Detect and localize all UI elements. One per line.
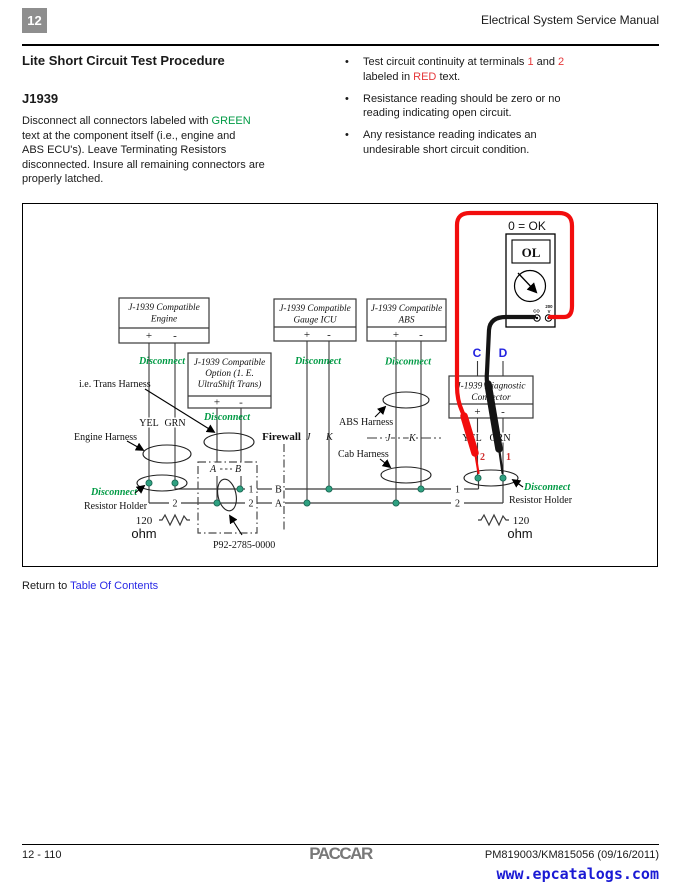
holder-a-label: A (209, 464, 217, 475)
table-of-contents-link[interactable]: Table Of Contents (70, 580, 159, 592)
gauge-wire-k-label: K (326, 432, 333, 443)
engine-minus: - (173, 330, 177, 342)
terminal-2-ref: 2 (558, 56, 565, 68)
gauge-icu-box (274, 299, 356, 341)
option-ecu-box (188, 353, 271, 409)
return-prefix: Return to (22, 580, 71, 592)
gauge-box-title-1: J-1939 Compatible (279, 304, 351, 314)
abs-harness-arrow (375, 407, 385, 417)
bullet-1-d: text. (436, 70, 461, 83)
diag-box-title-1: J-1939 Diagnostic (456, 381, 526, 392)
left-resistor-symbol (159, 515, 190, 525)
terminal-1-ref: 1 (527, 56, 534, 68)
left-120ohm-resistor (131, 515, 190, 541)
option-box-title-2: Option (1. E. (205, 369, 254, 379)
bullet-1-b: and (533, 56, 559, 68)
abs-plus-junction (393, 500, 399, 506)
watermark-link[interactable]: www.epcatalogs.com (496, 865, 659, 883)
intro-line-3: ABS ECU's). Leave Terminating Resistors (22, 144, 227, 157)
paccar-logo: PACCAR (309, 844, 372, 863)
option-disconnect-label: Disconnect (203, 412, 251, 423)
bullet-item-3 (345, 128, 635, 157)
bullet-glyph: • (345, 129, 349, 142)
red-probe-terminal-number: 2 (480, 452, 485, 463)
abs-ecu-box (367, 299, 446, 341)
abs-harness-ellipse (383, 392, 429, 408)
option-plus: + (213, 396, 221, 409)
bullet-item-1 (345, 55, 635, 84)
diag-yel-label: YEL (462, 433, 482, 444)
wiring-diagram (22, 203, 658, 567)
multimeter (506, 219, 555, 327)
bullet-2-line-1: Resistance reading should be zero or no (363, 92, 561, 105)
left-120-label: 120 (135, 515, 153, 527)
abs-box-title-2: ABS (398, 315, 415, 326)
bullet-1-text (363, 55, 564, 84)
bus2-right-label: 2 (455, 498, 460, 510)
meter-ok-label: 0 = OK (508, 219, 546, 233)
gauge-wire-j-label: J (306, 432, 311, 443)
cab-harness-ellipse (381, 467, 431, 483)
left-holder-grn-dot (172, 480, 178, 486)
red-probe-body (464, 416, 475, 453)
diag-minus: - (501, 406, 505, 418)
bus2-left-label: 2 (172, 498, 178, 510)
diag-plus: + (474, 406, 481, 418)
header-title: Electrical System Service Manual (480, 13, 659, 27)
intro-line-5: properly latched. (22, 173, 104, 186)
left-holder-disconnect-label: Disconnect (90, 487, 138, 498)
engine-harness-label: Engine Harness (74, 432, 138, 443)
bullet-glyph: • (345, 56, 349, 68)
meter-com-jack-pin (536, 317, 538, 319)
jumper-plug-ellipse (215, 477, 239, 512)
firewall-label: Firewall (262, 431, 301, 443)
bullet-list (345, 55, 635, 165)
bus2-pin-label: 2 (248, 498, 254, 510)
abs-wire-k-label: K (409, 433, 416, 444)
option-box-title-1: J-1939 Compatible (193, 358, 266, 368)
gauge-minus: - (327, 329, 331, 341)
engine-yel-label: YEL (139, 418, 159, 429)
abs-box-title-1: J-1939 Compatible (370, 304, 443, 314)
abs-plus: + (392, 329, 400, 341)
bus1-right-label: 1 (455, 484, 460, 496)
right-resistor-holder-ellipse (464, 470, 518, 486)
header-rule (22, 44, 659, 46)
holder-b-label: B (234, 464, 242, 475)
terminal-d-label: D (498, 346, 508, 360)
gauge-plus: + (303, 329, 311, 341)
bullet-1-a: Test circuit continuity at terminals (363, 56, 528, 68)
abs-disconnect-label: Disconnect (384, 356, 432, 368)
abs-minus-junction (418, 486, 424, 492)
page-number: 12 - 110 (22, 849, 62, 861)
gauge-minus-junction (326, 486, 332, 492)
bullet-3-text (363, 128, 537, 157)
gauge-box-title-2: Gauge ICU (293, 315, 337, 326)
red-keyword: RED (413, 70, 437, 83)
bullet-1-c: labeled in (363, 70, 414, 83)
part-number-label: P92-2785-0000 (213, 540, 276, 551)
left-resistor-holder-label: Resistor Holder (84, 501, 148, 512)
option-minus: - (239, 396, 243, 409)
gauge-disconnect-label: Disconnect (294, 356, 342, 367)
intro-line-1-text: Disconnect all connectors labeled with (22, 115, 212, 127)
intro-line-2: text at the component itself (i.e., engine and (22, 129, 236, 142)
right-resistor-holder-label: Resistor Holder (509, 495, 573, 506)
right-disconnect-arrow (513, 480, 523, 487)
meter-volt-label: V (547, 309, 551, 314)
abs-harness-label: ABS Harness (339, 417, 394, 428)
left-resistor-holder-ellipse (137, 475, 187, 491)
right-ohm-label: ohm (507, 526, 533, 541)
green-keyword: GREEN (211, 115, 251, 127)
option-resistor-holder-box (198, 462, 257, 533)
meter-range-label: 200 (545, 304, 553, 309)
trans-harness-ellipse (204, 433, 254, 451)
intro-line-1 (22, 114, 322, 129)
left-ohm-label: ohm (131, 526, 157, 541)
bus-a-label: A (274, 498, 283, 510)
wiring-diagram-svg (23, 204, 657, 566)
diag-grn-label: GRN (489, 433, 511, 444)
option-b-junction (237, 486, 243, 492)
cab-harness-label: Cab Harness (338, 449, 389, 460)
part-number-arrow (230, 516, 242, 535)
section-title: Lite Short Circuit Test Procedure (22, 53, 225, 68)
chapter-tab: 12 (22, 8, 47, 33)
bullet-1-line-1 (363, 55, 564, 70)
right-120-label: 120 (512, 515, 530, 527)
abs-wire-j-label: J (386, 433, 391, 444)
bus1-pin-label: 1 (248, 484, 254, 496)
terminal-c-label: C (472, 346, 482, 360)
option-a-junction (214, 500, 220, 506)
document-number: PM819003/KM815056 (09/16/2011) (484, 849, 659, 861)
left-holder-yel-dot (146, 480, 152, 486)
engine-box-title-1: J-1939 Compatible (128, 303, 200, 313)
bullet-2-text (363, 92, 561, 121)
right-holder-disconnect-label: Disconnect (524, 482, 571, 493)
subsection-title: J1939 (22, 91, 59, 106)
engine-grn-label: GRN (164, 418, 186, 429)
cab-harness-arrow (380, 459, 390, 467)
right-holder-yel-dot (475, 475, 481, 481)
intro-line-4: disconnected. Insure all remaining connectors are (22, 158, 265, 171)
return-line (22, 580, 158, 592)
engine-ecu-box (119, 298, 209, 343)
bullet-item-2 (345, 92, 635, 121)
bullet-glyph: • (345, 92, 349, 105)
bullet-3-line-1: Any resistance reading indicates an (363, 129, 537, 142)
bus-b-label: B (275, 484, 282, 496)
engine-disconnect-label: Disconnect (138, 356, 186, 367)
abs-minus: - (419, 329, 423, 341)
diag-box-title-2: Connector (471, 393, 511, 403)
right-resistor-symbol (478, 515, 509, 525)
trans-harness-label: i.e. Trans Harness (79, 379, 151, 390)
bullet-3-line-2: undesirable short circuit condition. (363, 143, 530, 156)
intro-paragraph (22, 114, 322, 187)
option-box-title-3: UltraShift Trans) (197, 380, 262, 390)
meter-jack-left-label: CO (533, 308, 540, 314)
black-probe-terminal-number: 1 (506, 452, 511, 463)
right-120ohm-resistor (478, 515, 533, 541)
right-holder-grn-dot (500, 475, 506, 481)
bullet-2-line-2: reading indicating open circuit. (363, 107, 512, 120)
meter-reading: OL (521, 245, 541, 260)
engine-plus: + (145, 330, 153, 342)
bullet-1-line-2 (363, 70, 564, 85)
gauge-plus-junction (304, 500, 310, 506)
engine-box-title-2: Engine (150, 314, 178, 325)
engine-harness-ellipse (143, 445, 191, 463)
